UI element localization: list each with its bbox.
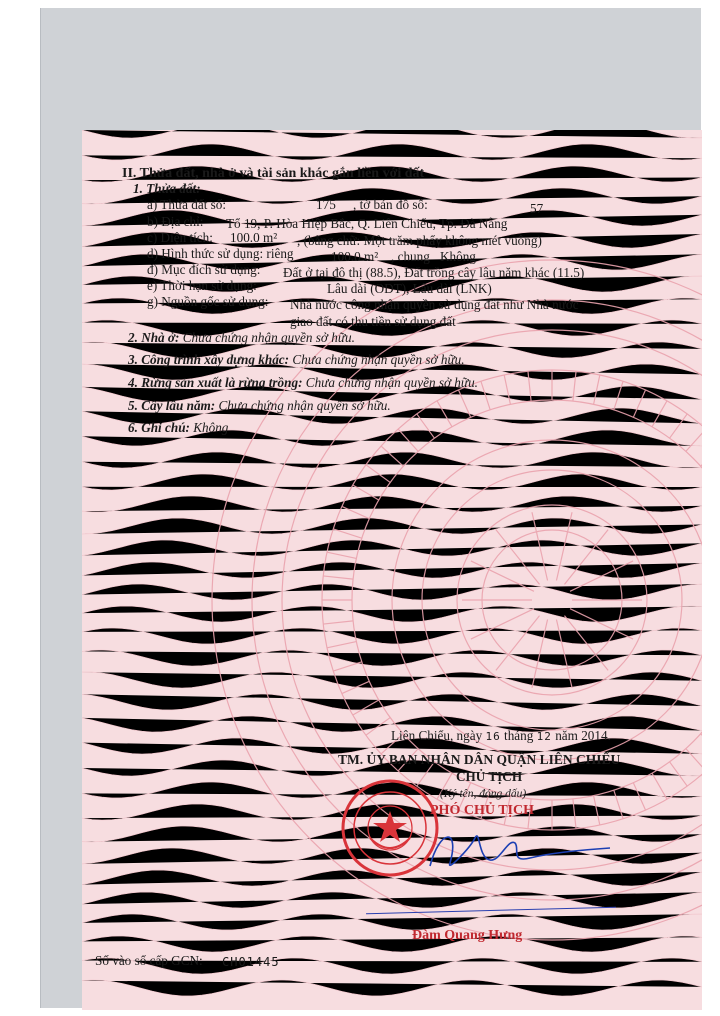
item-value: Chưa chứng nhận quyền sở hữu. (182, 330, 355, 345)
guilloche-wave (82, 452, 702, 468)
guilloche-wave (82, 130, 702, 138)
address-label: b) Địa chỉ: (147, 214, 204, 229)
registry-number-value: CH01445 (222, 955, 280, 969)
item-perennial-trees (128, 398, 391, 414)
vice-chairman-title: PHÓ CHỦ TỊCH (430, 803, 534, 818)
area-label: c) Diện tích: (147, 230, 213, 245)
area-value: 100.0 m² (230, 230, 278, 245)
section-title: II. Thửa đất, nhà ở và tài sản khác gắn liền với đất (122, 166, 425, 181)
origin-value-line1: Nhà nước công nhận quyền sử dụng đất như Nhà nước (290, 297, 579, 312)
drum-band-tick (686, 749, 702, 771)
item-house (128, 330, 355, 346)
guilloche-wave (82, 474, 702, 490)
drum-band-tick (701, 734, 702, 754)
item-value: Không (193, 420, 229, 435)
drum-star-ray (532, 619, 548, 687)
chairman-title: CHỦ TỊCH (456, 769, 523, 784)
drum-band-tick (594, 375, 600, 404)
private-area-value: 100.0 m² (331, 249, 379, 264)
guilloche-wave (82, 694, 702, 710)
item-value: Chưa chứng nhận quyền sở hữu. (305, 375, 478, 390)
drum-band-tick (323, 621, 353, 624)
item-label: 2. Nhà ở: (128, 330, 180, 345)
item-label: 5. Cây lâu năm: (128, 398, 216, 413)
drum-band-tick (701, 446, 702, 466)
guilloche-wave (82, 496, 702, 512)
origin-label: g) Nguồn gốc sử dụng: (147, 294, 269, 309)
item-label: 3. Công trình xây dựng khác: (128, 352, 290, 367)
address-value: Tổ 19, P. Hòa Hiệp Bắc, Q. Liên Chiểu, Tp. Đà Nẵng (226, 216, 508, 231)
issue-date (391, 728, 611, 745)
item-notes (128, 420, 228, 436)
year-label: năm 2014. (555, 728, 611, 743)
date-prefix: Liên Chiểu, ngày (391, 728, 483, 743)
item-value: Chưa chứng nhận quyền sở hữu. (218, 398, 391, 413)
drum-band-tick (686, 429, 702, 451)
parcel-number-label: a) Thửa đất số: (147, 197, 227, 212)
guilloche-wave (82, 562, 702, 578)
issue-day: 16 (485, 730, 501, 743)
drum-band-tick (323, 576, 353, 579)
usage-term-value: Lâu dài (ODT), Lâu dài (LNK) (327, 281, 492, 296)
guilloche-wave (82, 540, 702, 556)
signer-name: Đàm Quang Hưng (412, 928, 523, 943)
issue-month: 12 (536, 730, 552, 743)
usage-purpose-label: đ) Mục đích sử dụng: (147, 262, 261, 277)
drum-band-tick (504, 375, 510, 404)
guilloche-wave (82, 914, 702, 930)
parcel-heading: 1. Thửa đất: (133, 181, 201, 196)
item-value: Chưa chứng nhận quyền sở hữu. (292, 352, 465, 367)
guilloche-wave (82, 936, 702, 952)
guilloche-wave (82, 144, 702, 160)
handwritten-signature (420, 818, 620, 878)
shared-area-value: Không (440, 249, 476, 264)
drum-band-tick (633, 783, 645, 810)
area-in-words: , (bằng chữ: Một trăm phẩy không mét vuông) (297, 233, 542, 248)
drum-star-ray (556, 619, 572, 687)
drum-band-tick (327, 552, 356, 558)
usage-form-label: d) Hình thức sử dụng: riêng (147, 246, 294, 261)
shared-area-label: , chung (391, 249, 430, 264)
item-other-construction (128, 352, 465, 368)
drum-band-tick (333, 662, 362, 671)
registry-number-label: Số vào sổ cấp GCN: (95, 953, 203, 968)
sign-note: (Ký tên, đóng dấu) (440, 788, 527, 800)
usage-term-label: e) Thời hạn sử dụng: (147, 278, 257, 293)
month-label: tháng (504, 728, 534, 743)
guilloche-wave (82, 518, 702, 534)
drum-band-tick (333, 529, 362, 538)
item-label: 4. Rừng sản xuất là rừng trồng: (128, 375, 303, 390)
guilloche-wave (82, 672, 702, 688)
item-planted-forest (128, 375, 478, 391)
map-sheet-value: 57 (530, 201, 544, 216)
guilloche-wave (82, 650, 702, 666)
map-sheet-label: , tờ bản đồ số: (353, 197, 428, 212)
item-label: 6. Ghi chú: (128, 420, 190, 435)
parcel-number-value: 175 (316, 197, 336, 212)
drum-band-tick (481, 381, 490, 410)
guilloche-wave (82, 980, 702, 996)
issuing-authority: TM. ỦY BAN NHÂN DÂN QUẬN LIÊN CHIỂU (338, 752, 621, 767)
usage-purpose-value: Đất ở tại đô thị (88.5), Đất trồng cây lâu năm khác (11.5) (283, 265, 585, 280)
origin-value-line2: giao đất có thu tiền sử dụng đất (290, 314, 456, 329)
drum-band-tick (327, 642, 356, 648)
